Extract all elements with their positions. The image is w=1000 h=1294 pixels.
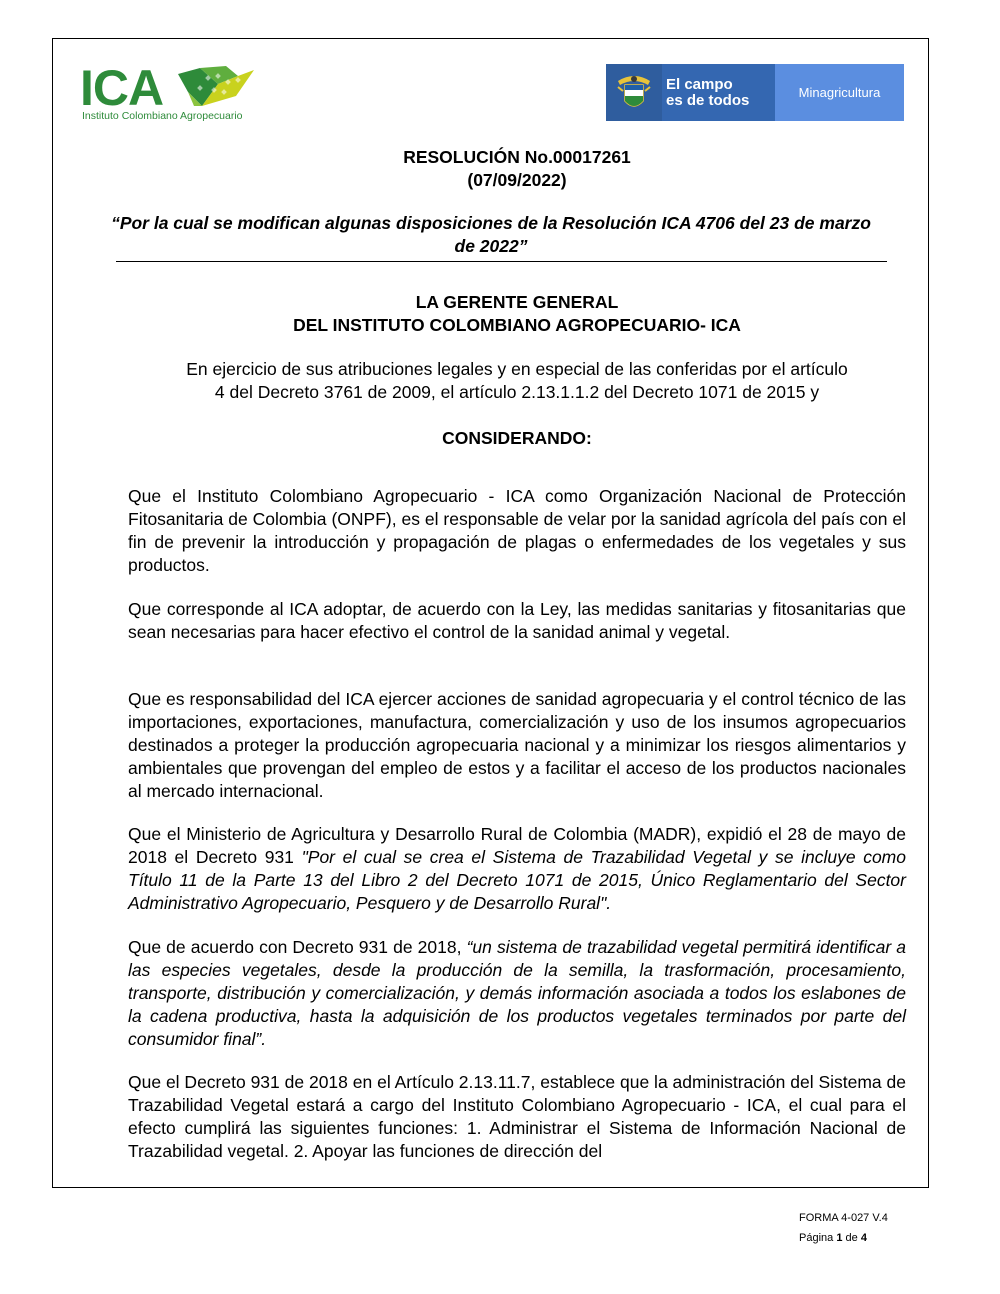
issuing-authority (52, 291, 982, 337)
paragraph-4-quote: "Por el cual se crea el Sistema de Trazabilidad Vegetal y se incluye como Título 11 de la Parte 13 del Libro 2 del Decreto 1071 de 2015, Único Reglamentario del Sector Administrativo Agropecuario, Pesquero y de Desarrollo Rural". (128, 847, 906, 913)
paragraph-4 (128, 823, 906, 915)
government-banner (606, 64, 904, 121)
preamble-line-1: En ejercicio de sus atribuciones legales y en especial de las conferidas por el artículo (186, 359, 848, 379)
coat-of-arms-icon (606, 64, 662, 121)
paragraph-5-quote: “un sistema de trazabilidad vegetal permitirá identificar a las especies vegetales, desde la producción de la semilla, la trasformación, procesamiento, transporte, distribución y comercialización, y demás información asociada a todos los eslabones de la cadena productiva, hasta la adquisición de los productos vegetales terminados por parte del consumidor final”. (128, 937, 906, 1049)
resolution-number: RESOLUCIÓN No.00017261 (403, 147, 631, 167)
resolution-subject-line-2: de 2022” (454, 236, 528, 256)
paragraph-2: Que corresponde al ICA adoptar, de acuerdo con la Ley, las medidas sanitarias y fitosanitarias que sean necesarias para hacer efectivo el control de la sanidad animal y vegetal. (128, 599, 906, 642)
paragraph-6: Que el Decreto 931 de 2018 en el Artículo 2.13.11.7, establece que la administración del Sistema de Trazabilidad Vegetal estará a cargo del Instituto Colombiano Agropecuario - ICA, el cual para el efecto cumplirá las siguientes funciones: 1. Administrar el Sistema de Información Nacional de Trazabilidad vegetal. 2. Apoyar las funciones de dirección del (128, 1072, 906, 1161)
resolution-date: (07/09/2022) (467, 170, 567, 190)
page-number (799, 1232, 867, 1244)
paragraph-3: Que es responsabilidad del ICA ejercer acciones de sanidad agropecuaria y el control técnico de las importaciones, exportaciones, manufactura, comercialización y uso de los insumos agropecuarios destinados a proteger la producción agropecuaria nacional y a minimizar los riesgos alimentarios y ambientales que provengan del empleo de estos y a facilitar el acceso de los productos nacionales al mercado internacional. (128, 689, 906, 801)
paragraph-4-text: Que el Ministerio de Agricultura y Desarrollo Rural de Colombia (MADR), expidió el 28 de mayo de 2018 el Decreto 931 (128, 824, 906, 867)
gov-slogan (662, 64, 775, 121)
ica-logo-mark-icon (178, 66, 256, 110)
gov-slogan-line-2: es de todos (666, 91, 750, 109)
paragraph-5 (128, 936, 906, 1051)
form-code: FORMA 4-027 V.4 (799, 1212, 888, 1224)
page-of: de (845, 1232, 858, 1244)
considering-heading: CONSIDERANDO: (442, 428, 592, 448)
ica-logo-acronym: ICA (80, 60, 164, 116)
gov-ministry: Minagricultura (775, 64, 904, 121)
page-current: 1 (836, 1232, 843, 1244)
paragraph-5-text: Que de acuerdo con Decreto 931 de 2018, (128, 937, 467, 957)
resolution-subject (60, 212, 922, 258)
resolution-title (52, 146, 982, 192)
preamble-line-2: 4 del Decreto 3761 de 2009, el artículo 2.13.1.1.2 del Decreto 1071 de 2015 y (214, 382, 820, 402)
page-word: Página (799, 1232, 834, 1244)
authority-line-2: DEL INSTITUTO COLOMBIANO AGROPECUARIO- ICA (293, 315, 741, 335)
preamble (52, 358, 982, 404)
ica-logo (80, 60, 265, 128)
ica-logo-subtitle: Instituto Colombiano Agropecuario (82, 110, 243, 122)
resolution-subject-line-1: “Por la cual se modifican algunas disposiciones de la Resolución ICA 4706 del 23 de marzo (111, 213, 871, 233)
authority-line-1: LA GERENTE GENERAL (415, 292, 619, 312)
page-total: 4 (860, 1232, 867, 1244)
title-divider (116, 261, 887, 262)
gov-slogan-line-1: El campo (666, 75, 733, 93)
paragraph-1: Que el Instituto Colombiano Agropecuario - ICA como Organización Nacional de Protección Fitosanitaria de Colombia (ONPF), es el responsable de velar por la sanidad agrícola del país con el fin de prevenir la introducción y propagación de plagas o enfermedades de los vegetales y sus productos. (128, 486, 906, 575)
